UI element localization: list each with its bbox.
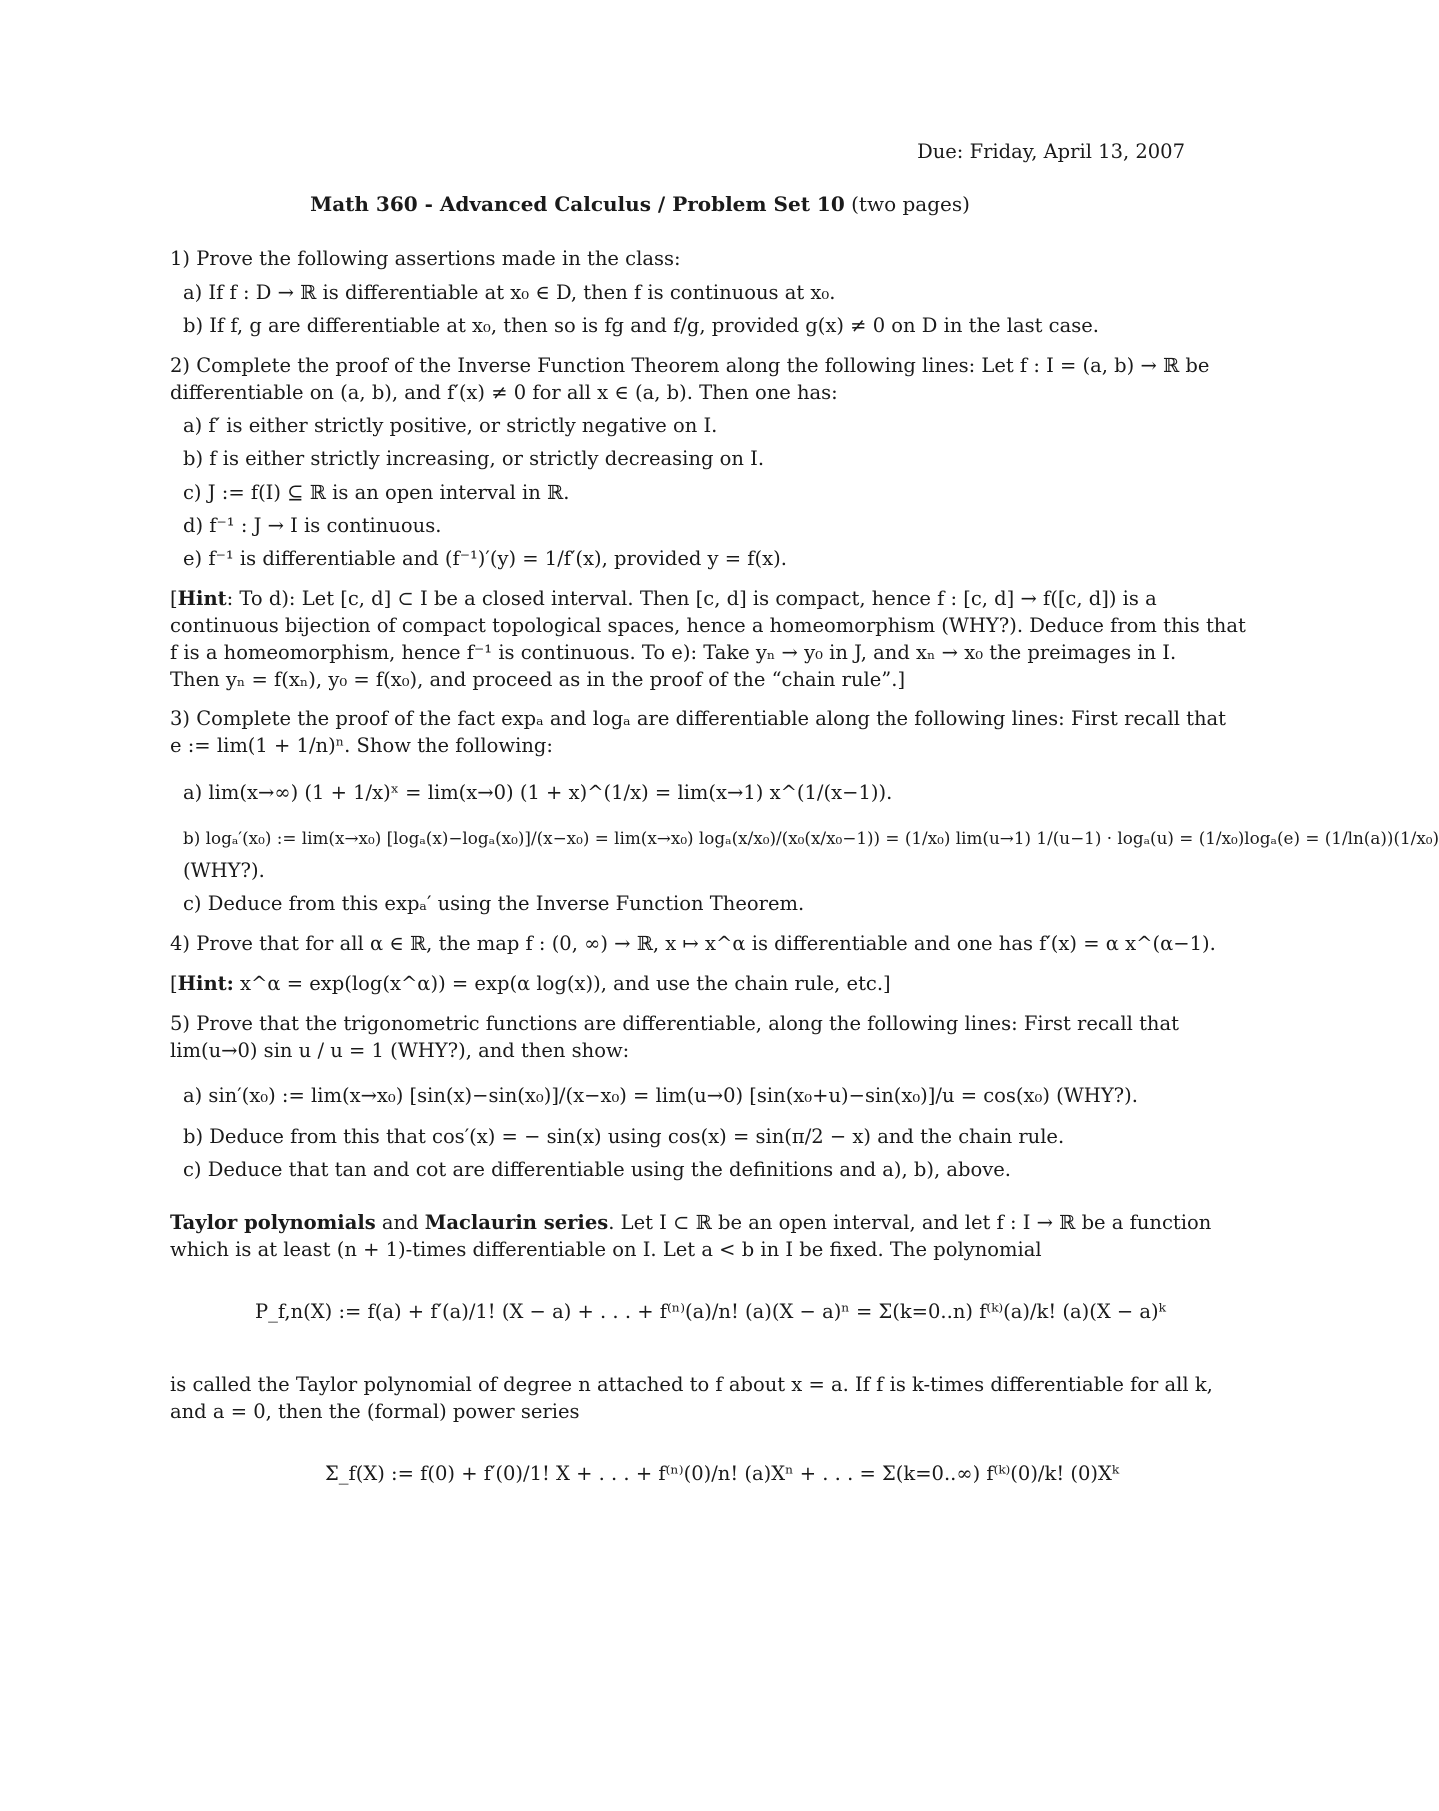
problem-2-hint-1: [Hint: To d): Let [c, d] ⊂ I be a closed interval. Then [c, d] is compact, hence f : [c, d] → f([c, d]) is a (170, 587, 1157, 610)
page-title (0, 192, 1280, 216)
taylor-text-3: is called the Taylor polynomial of degree n attached to f about x = a. If f is k-times differentiable for all k, (170, 1373, 1213, 1396)
problem-2-hint-3: f is a homeomorphism, hence f⁻¹ is continuous. To e): Take yₙ → y₀ in J, and xₙ → x₀ the preimages in I. (170, 641, 1177, 664)
problem-5c: c) Deduce that tan and cot are differentiable using the definitions and a), b), above. (183, 1158, 1011, 1181)
problem-5a: a) sin′(x₀) := lim(x→x₀) [sin(x)−sin(x₀)]/(x−x₀) = lim(u→0) [sin(x₀+u)−sin(x₀)]/u = cos(x₀) (WHY?). (183, 1084, 1138, 1107)
problem-1a: a) If f : D → ℝ is differentiable at x₀ ∈ D, then f is continuous at x₀. (183, 281, 836, 304)
problem-1-intro: 1) Prove the following assertions made in the class: (170, 247, 681, 270)
problem-5-intro-2: lim(u→0) sin u / u = 1 (WHY?), and then show: (170, 1039, 630, 1062)
problem-2c: c) J := f(I) ⊆ ℝ is an open interval in ℝ. (183, 481, 570, 504)
taylor-and: and (381, 1211, 419, 1234)
problem-2a: a) f′ is either strictly positive, or strictly negative on I. (183, 414, 718, 437)
problem-4-hint: [Hint: x^α = exp(log(x^α)) = exp(α log(x)), and use the chain rule, etc.] (170, 972, 891, 995)
problem-5b: b) Deduce from this that cos′(x) = − sin(x) using cos(x) = sin(π/2 − x) and the chain rule. (183, 1125, 1065, 1148)
taylor-bold-2: Maclaurin series (424, 1211, 609, 1234)
title-note: (two pages) (851, 192, 970, 216)
hint-label-4: Hint: (177, 972, 234, 995)
problem-2-intro-2: differentiable on (a, b), and f′(x) ≠ 0 for all x ∈ (a, b). Then one has: (170, 381, 838, 404)
taylor-bold-1: Taylor polynomials (170, 1211, 376, 1234)
maclaurin-series-equation: Σ_f(X) := f(0) + f′(0)/1! X + . . . + f⁽ⁿ⁾(0)/n! (a)Xⁿ + . . . = Σ(k=0..∞) f⁽ᵏ⁾(0)/k! (0)Xᵏ (325, 1462, 1119, 1485)
taylor-polynomial-equation: P_f,n(X) := f(a) + f′(a)/1! (X − a) + . . . + f⁽ⁿ⁾(a)/n! (a)(X − a)ⁿ = Σ(k=0..n) f⁽ᵏ⁾(a)/k! (a)(X − a)ᵏ (255, 1300, 1166, 1323)
title-main: Math 360 - Advanced Calculus / Problem Set 10 (310, 192, 845, 216)
problem-4: 4) Prove that for all α ∈ ℝ, the map f : (0, ∞) → ℝ, x ↦ x^α is differentiable and one has f′(x) = α x^(α−1). (170, 932, 1216, 955)
problem-3c: c) Deduce from this expₐ′ using the Inverse Function Theorem. (183, 892, 805, 915)
problem-3b-why: (WHY?). (183, 859, 265, 882)
problem-3-intro-2: e := lim(1 + 1/n)ⁿ. Show the following: (170, 734, 553, 757)
hint-label: Hint (177, 587, 227, 610)
taylor-text-1: . Let I ⊂ ℝ be an open interval, and let f : I → ℝ be a function (608, 1211, 1212, 1234)
hint-text-4: x^α = exp(log(x^α)) = exp(α log(x)), and use the chain rule, etc.] (240, 972, 891, 995)
problem-2-hint-4: Then yₙ = f(xₙ), y₀ = f(x₀), and proceed as in the proof of the “chain rule”.] (170, 668, 906, 691)
problem-2-intro-1: 2) Complete the proof of the Inverse Function Theorem along the following lines: Let f : I = (a, b) → ℝ be (170, 354, 1210, 377)
problem-3a: a) lim(x→∞) (1 + 1/x)ˣ = lim(x→0) (1 + x)^(1/x) = lim(x→1) x^(1/(x−1)). (183, 781, 893, 804)
taylor-text-4: and a = 0, then the (formal) power series (170, 1400, 580, 1423)
problem-5-intro-1: 5) Prove that the trigonometric functions are differentiable, along the following lines: First recall that (170, 1012, 1179, 1035)
problem-2d: d) f⁻¹ : J → I is continuous. (183, 514, 442, 537)
problem-2e: e) f⁻¹ is differentiable and (f⁻¹)′(y) = 1/f′(x), provided y = f(x). (183, 547, 787, 570)
problem-2b: b) f is either strictly increasing, or strictly decreasing on I. (183, 447, 765, 470)
hint-text: : To d): Let [c, d] ⊂ I be a closed interval. Then [c, d] is compact, hence f : [c, d] → f([c, d]) is a (226, 587, 1157, 610)
problem-2-hint-2: continuous bijection of compact topological spaces, hence a homeomorphism (WHY?). Deduce from this that (170, 614, 1246, 637)
taylor-intro-1 (170, 1210, 1212, 1236)
problem-1b: b) If f, g are differentiable at x₀, then so is fg and f/g, provided g(x) ≠ 0 on D in the last case. (183, 314, 1099, 337)
due-date: Due: Friday, April 13, 2007 (917, 140, 1185, 163)
problem-3-intro-1: 3) Complete the proof of the fact expₐ and logₐ are differentiable along the following lines: First recall that (170, 707, 1227, 730)
problem-3b: b) logₐ′(x₀) := lim(x→x₀) [logₐ(x)−logₐ(x₀)]/(x−x₀) = lim(x→x₀) logₐ(x/x₀)/(x₀(x/x₀−1)) = (1/x₀) lim(u→1) 1/(u−1) · logₐ(u) = (1/x₀)logₐ(e) = (1/ln(a))(1/x₀) (183, 828, 1439, 848)
taylor-intro-2: which is at least (n + 1)-times differentiable on I. Let a < b in I be fixed. The polynomial (170, 1238, 1042, 1261)
